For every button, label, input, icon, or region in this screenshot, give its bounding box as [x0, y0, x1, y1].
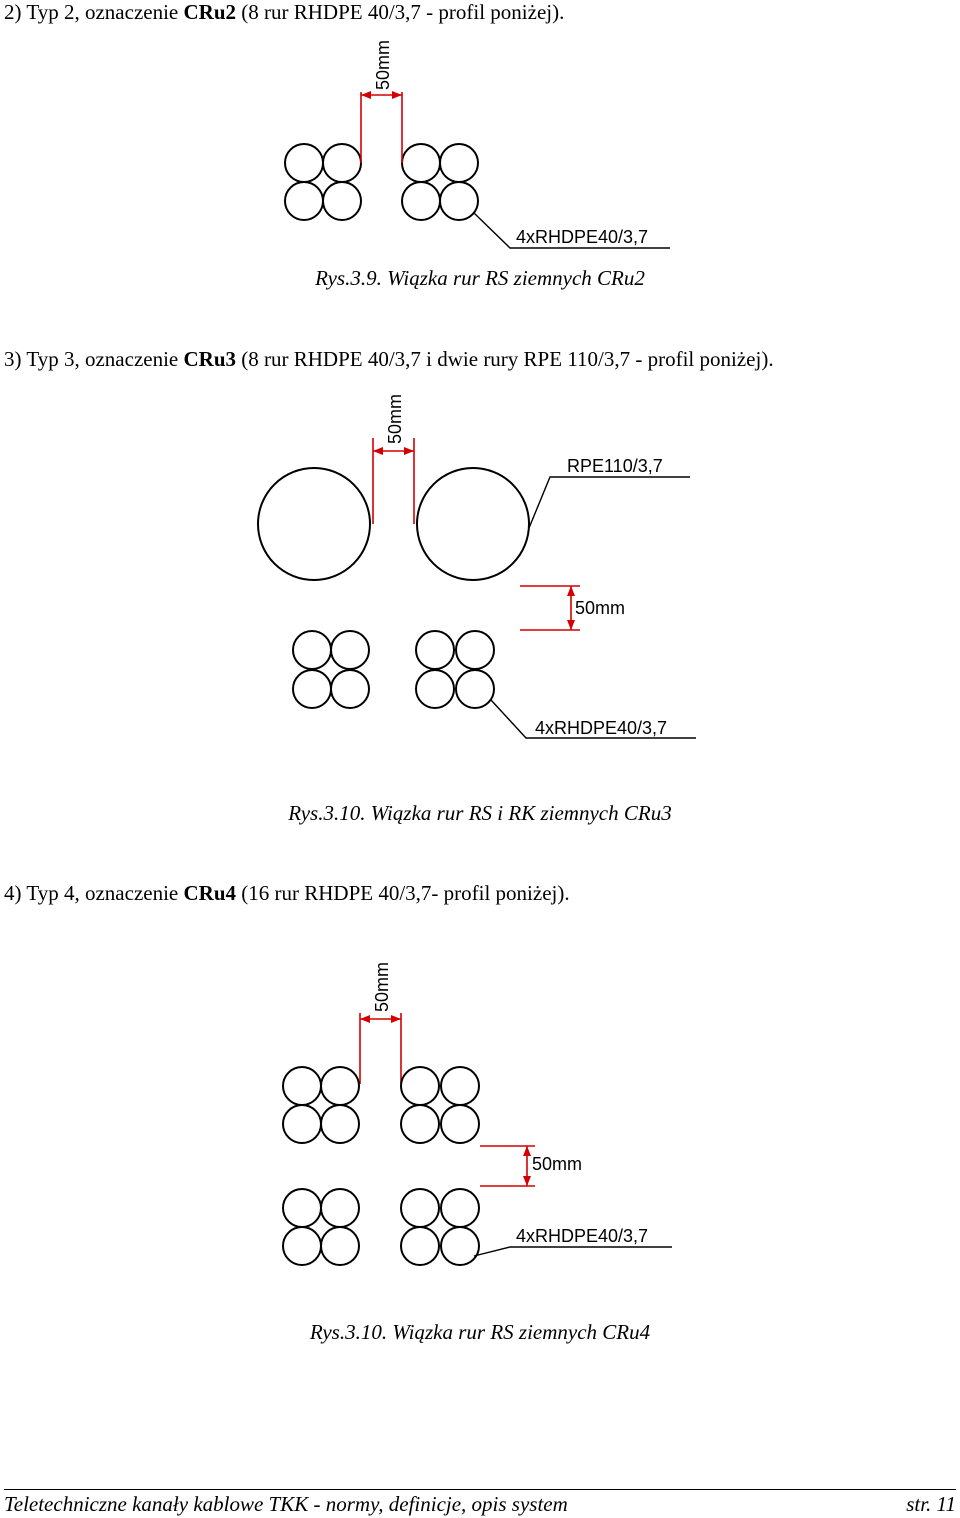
figure-cru2-caption: Rys.3.9. Wiązka rur RS ziemnych CRu2 [315, 266, 645, 290]
figure-cru2 [0, 30, 960, 290]
dimension-top-label: 50mm [385, 393, 405, 444]
dimension-top-label: 50mm [372, 961, 392, 1012]
pipe-label: 4xRHDPE40/3,7 [535, 718, 668, 738]
dimension-gap [480, 1146, 582, 1186]
dimension-gap [520, 586, 625, 630]
dimension-top [361, 40, 402, 163]
pipe-label: 4xRHDPE40/3,7 [516, 227, 649, 247]
pipe-group-bottom-left [283, 1189, 359, 1265]
figure-cru3 [0, 380, 960, 780]
section-3-heading: 3) Typ 3, oznaczenie CRu3 (8 rur RHDPE 40/3,7 i dwie rury RPE 110/3,7 - profil poniżej). [4, 347, 774, 371]
section-3-code: CRu3 [183, 347, 236, 371]
dimension-top [373, 394, 414, 524]
pipe-leader [474, 213, 670, 248]
pipe-leader [491, 700, 696, 738]
dimension-top [360, 962, 401, 1084]
pipe-group-left [293, 631, 369, 708]
pipe-group-top-right [401, 1067, 479, 1143]
pipe-group-right [402, 144, 478, 220]
pipe-group-top-left [283, 1067, 359, 1143]
pipe-group-right [416, 631, 494, 708]
pipe-leader [474, 1226, 672, 1256]
pipe-group-bottom-right [401, 1189, 479, 1265]
figure-cru4 [0, 950, 960, 1310]
dimension-gap-label: 50mm [575, 598, 626, 618]
page-number: str. 11 [906, 1492, 956, 1516]
section-2-code: CRu2 [183, 0, 236, 24]
pipe-label: 4xRHDPE40/3,7 [516, 1226, 649, 1246]
figure-cru3-caption: Rys.3.10. Wiązka rur RS i RK ziemnych CRu3 [288, 801, 672, 825]
dimension-top-label: 50mm [373, 39, 393, 90]
figure-cru4-caption: Rys.3.10. Wiązka rur RS ziemnych CRu4 [309, 1320, 651, 1344]
big-pipes [258, 468, 529, 580]
section-4-heading: 4) Typ 4, oznaczenie CRu4 (16 rur RHDPE 40/3,7- profil poniżej). [4, 881, 570, 905]
section-4-code: CRu4 [183, 881, 236, 905]
big-pipe-leader [529, 456, 690, 528]
page-footer [4, 1489, 956, 1518]
big-pipe-label: RPE110/3,7 [567, 456, 663, 476]
pipe-group-left [285, 144, 361, 220]
section-2-heading: 2) Typ 2, oznaczenie CRu2 (8 rur RHDPE 40/3,7 - profil poniżej). [4, 0, 565, 24]
footer-title: Teletechniczne kanały kablowe TKK - normy, definicje, opis system [4, 1492, 568, 1516]
dimension-gap-label: 50mm [532, 1154, 583, 1174]
